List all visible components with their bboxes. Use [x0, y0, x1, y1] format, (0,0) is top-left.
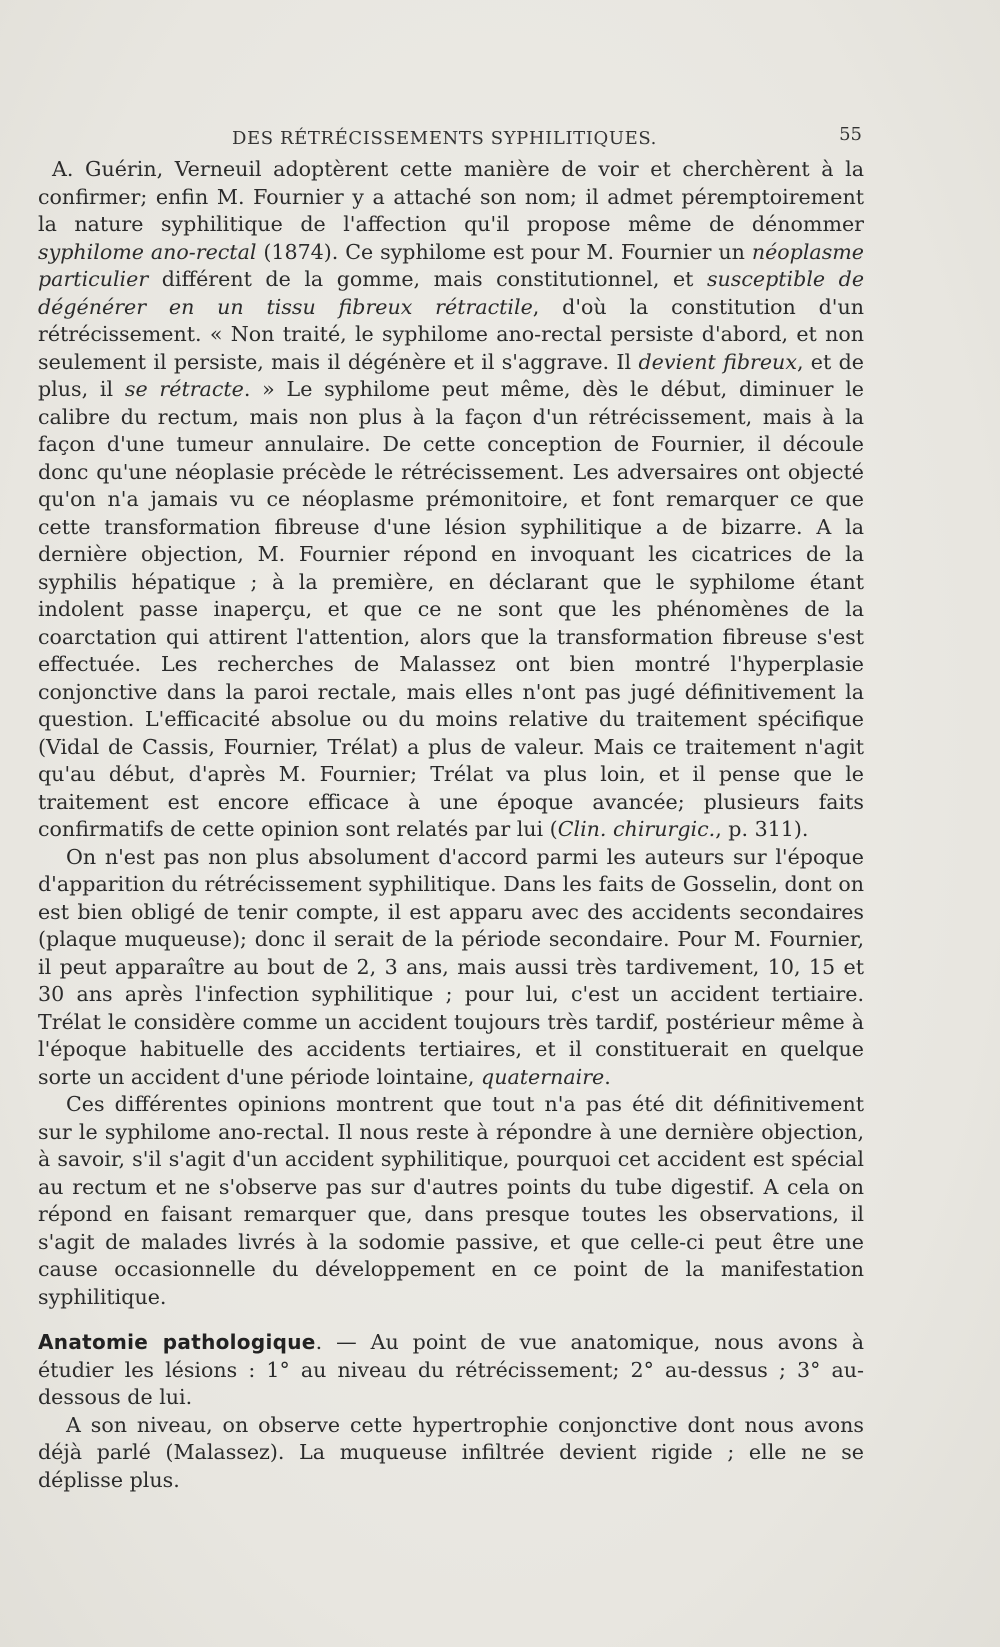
- running-title: DES RÉTRÉCISSEMENTS SYPHILITIQUES.: [232, 128, 657, 149]
- text-segment: différent de la gomme, mais constitutionnel, et: [148, 267, 707, 291]
- text-segment: , p. 311).: [715, 817, 809, 841]
- section-paragraph-1: [38, 1329, 864, 1412]
- text-segment: . » Le syphilome peut même, dès le début, diminuer le calibre du rectum, mais non plus à la façon d'un rétrécissement, mais à la façon d'une tumeur annulaire. De cette conception de Fournier, il découle donc qu'une néoplasie précède le rétrécissement. Les adversaires ont objecté qu'on n'a jamais vu ce néoplasme prémonitoire, et font remarquer ce que cette transformation fibreuse d'une lésion syphilitique a de bizarre. A la dernière objection, M. Fournier répond en invoquant les cicatrices de la syphilis hépatique ; à la première, en déclarant que le syphilome étant indolent passe inaperçu, et que ce ne sont que les phénomènes de la coarctation qui attirent l'attention, alors que la transformation fibreuse s'est effectuée. Les recherches de Malassez ont bien montré l'hyperplasie conjonctive dans la paroi rectale, mais elles n'ont pas jugé définitivement la question. L'efficacité absolue ou du moins relative du traitement spécifique (Vidal de Cassis, Fournier, Trélat) a plus de valeur. Mais ce traitement n'agit qu'au début, d'après M. Fournier; Trélat va plus loin, et il pense que le traitement est encore efficace à une époque avancée; plusieurs faits confirmatifs de cette opinion sont relatés par lui (: [38, 377, 864, 841]
- paragraph-1: [38, 156, 864, 844]
- paragraph-2: [38, 844, 864, 1092]
- text-segment: .: [604, 1064, 611, 1089]
- italic-segment: devient fibreux: [638, 349, 797, 374]
- section-heading: Anatomie pathologique: [38, 1330, 316, 1354]
- body-text: [38, 156, 864, 1494]
- italic-segment: syphilome ano-rectal: [38, 239, 257, 264]
- section-heading-suffix: . — Au point de vue anatomique, nous avons à étudier les lésions : 1° au niveau du rétrécissement; 2° au-dessus ; 3° au-dessous de lui.: [38, 1330, 864, 1409]
- text-segment: , et de plus, il: [38, 349, 864, 401]
- paragraph-3: [38, 1091, 864, 1311]
- text-segment: Ces différentes opinions montrent que tout n'a pas été dit définitivement sur le syphilome ano-rectal. Il nous reste à répondre à une dernière objection, à savoir, s'il s'agit d'un accident syphilitique, pourquoi cet accident est spécial au rectum et ne s'observe pas sur d'autres points du tube digestif. A cela on répond en faisant remarquer que, dans presque toutes les observations, il s'agit de malades livrés à la sodomie passive, et que celle-ci peut être une cause occasionnelle du développement en ce point de la manifestation syphilitique.: [38, 1092, 864, 1309]
- section-paragraph-2: A son niveau, on observe cette hypertrophie conjonctive dont nous avons déjà parlé (Malassez). La muqueuse infiltrée devient rigide ; elle ne se déplisse plus.: [38, 1412, 864, 1492]
- italic-segment: susceptible de dégénérer en un tissu fibreux rétractile: [38, 267, 865, 319]
- italic-segment: se rétracte: [124, 377, 244, 401]
- page-header: [40, 122, 870, 152]
- italic-segment: quaternaire: [481, 1064, 605, 1089]
- text-segment: A. Guérin, Verneuil adoptèrent cette manière de voir et cherchèrent à la confirmer; enfin M. Fournier y a attaché son nom; il admet péremptoirement la nature syphilitique de l'affection qu'il propose même de dénommer: [38, 157, 864, 236]
- text-segment: (1874). Ce syphilome est pour M. Fournier un: [256, 239, 752, 264]
- text-segment: , d'où la constitution d'un rétrécissement. « Non traité, le syphilome ano-rectal persiste d'abord, et non seulement il persiste, mais il dégénère et il s'aggrave. Il: [38, 294, 864, 374]
- page-number: 55: [839, 124, 862, 145]
- text-segment: On n'est pas non plus absolument d'accord parmi les auteurs sur l'époque d'apparition du rétrécissement syphilitique. Dans les faits de Gosselin, dont on est bien obligé de tenir compte, il est apparu avec des accidents secondaires (plaque muqueuse); donc il serait de la période secondaire. Pour M. Fournier, il peut apparaître au bout de 2, 3 ans, mais aussi très tardivement, 10, 15 et 30 ans après l'infection syphilitique ; pour lui, c'est un accident tertiaire. Trélat le considère comme un accident toujours très tardif, postérieur même à l'époque habituelle des accidents tertiaires, et il constituerait en quelque sorte un accident d'une période lointaine,: [38, 844, 864, 1089]
- section-anatomie: [38, 1329, 864, 1494]
- italic-segment: néoplasme particulier: [38, 239, 864, 291]
- italic-segment: Clin. chirurgic.: [557, 817, 716, 841]
